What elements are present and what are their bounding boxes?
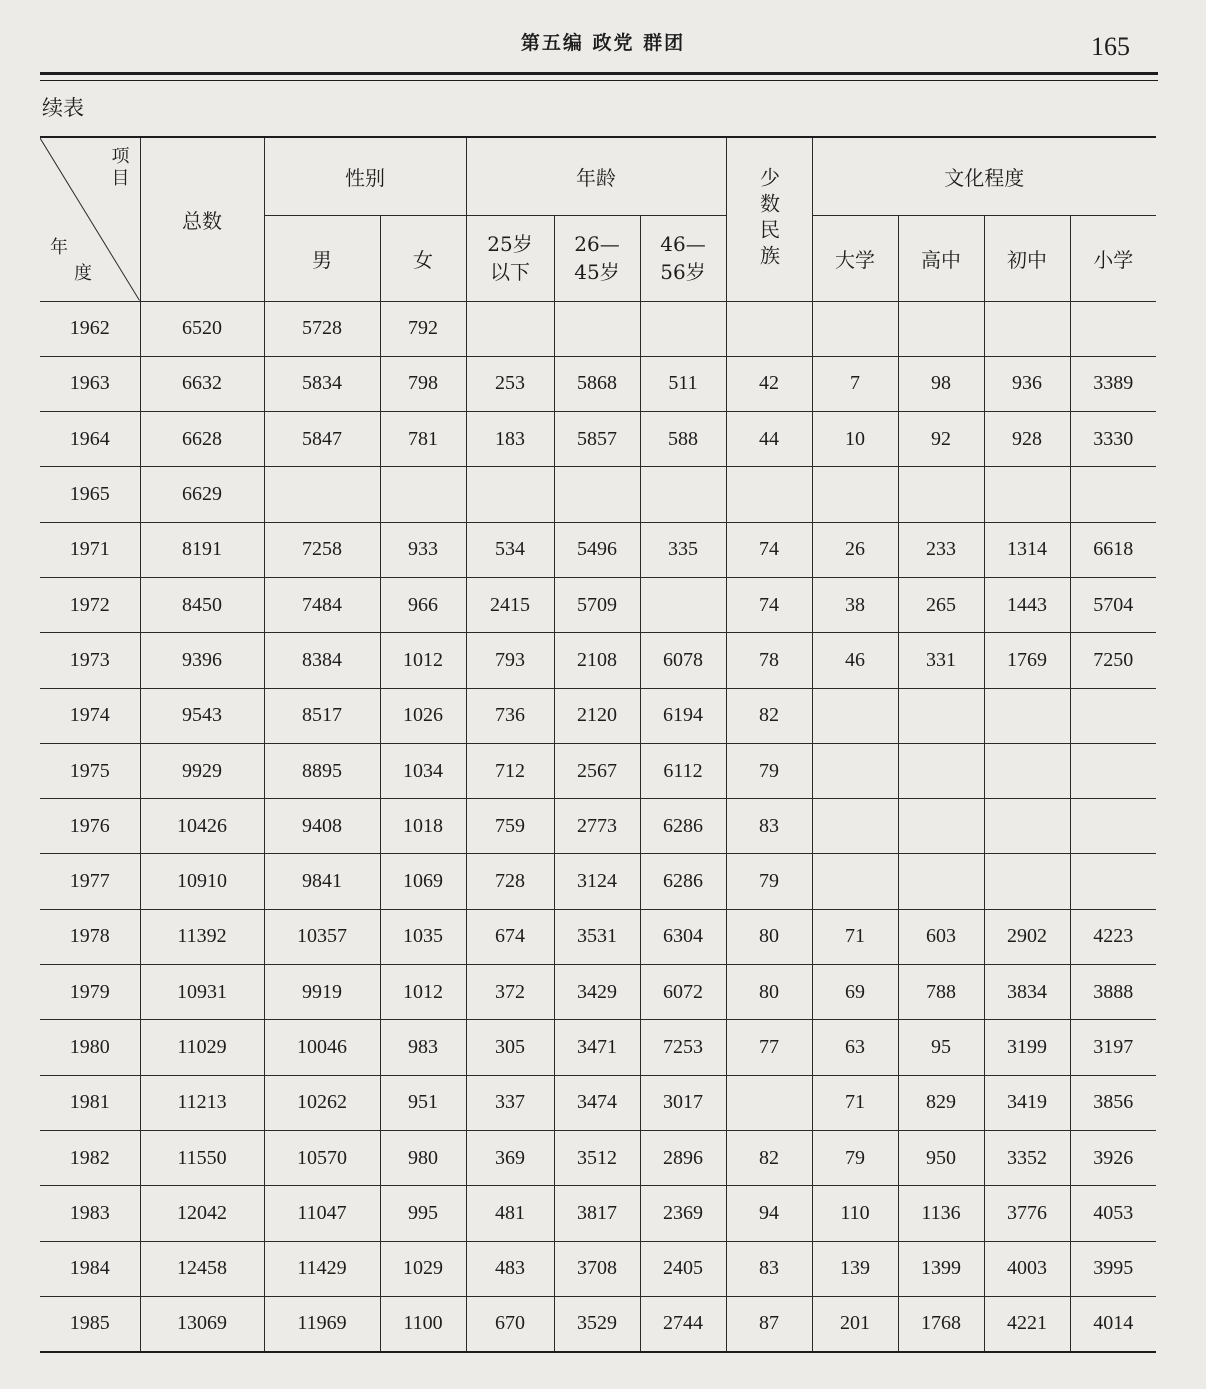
cell-middle-school: 1443	[984, 577, 1070, 632]
cell-primary-school: 4223	[1070, 909, 1156, 964]
cell-middle-school: 936	[984, 356, 1070, 411]
cell-high-school: 331	[898, 633, 984, 688]
cell-age-26-45: 3512	[554, 1130, 640, 1185]
cell-age-26-45: 5496	[554, 522, 640, 577]
cell-age-26-45: 3429	[554, 965, 640, 1020]
cell-high-school	[898, 854, 984, 909]
cell-year: 1976	[40, 799, 140, 854]
cell-age-under-25: 759	[466, 799, 554, 854]
cell-age-46-56	[640, 467, 726, 522]
cell-age-under-25: 372	[466, 965, 554, 1020]
cell-age-46-56	[640, 301, 726, 356]
cell-total: 9543	[140, 688, 264, 743]
table-row	[40, 1296, 1156, 1351]
cell-female: 781	[380, 412, 466, 467]
cell-age-46-56: 3017	[640, 1075, 726, 1130]
cell-middle-school: 1769	[984, 633, 1070, 688]
table-row	[40, 356, 1156, 411]
cell-middle-school: 3419	[984, 1075, 1070, 1130]
table-row	[40, 1186, 1156, 1241]
cell-high-school: 233	[898, 522, 984, 577]
cell-male: 11969	[264, 1296, 380, 1351]
cell-primary-school: 4014	[1070, 1296, 1156, 1351]
cell-total: 10931	[140, 965, 264, 1020]
cell-high-school: 95	[898, 1020, 984, 1075]
cell-primary-school: 7250	[1070, 633, 1156, 688]
table-row	[40, 1241, 1156, 1296]
cell-age-under-25: 2415	[466, 577, 554, 632]
cell-university: 10	[812, 412, 898, 467]
cell-year: 1980	[40, 1020, 140, 1075]
cell-female: 966	[380, 577, 466, 632]
page-number: 165	[1091, 32, 1130, 61]
table-row	[40, 467, 1156, 522]
col-age-26-45	[554, 215, 640, 301]
col-minority	[726, 137, 812, 301]
cell-primary-school: 3197	[1070, 1020, 1156, 1075]
cell-minority: 79	[726, 743, 812, 798]
cell-female: 1018	[380, 799, 466, 854]
cell-age-46-56: 335	[640, 522, 726, 577]
cell-female: 995	[380, 1186, 466, 1241]
cell-age-26-45: 3817	[554, 1186, 640, 1241]
table-row	[40, 412, 1156, 467]
cell-primary-school	[1070, 467, 1156, 522]
col-middle-school: 初中	[984, 215, 1070, 301]
cell-minority: 79	[726, 854, 812, 909]
cell-age-46-56: 6304	[640, 909, 726, 964]
cell-high-school	[898, 799, 984, 854]
cell-male: 10262	[264, 1075, 380, 1130]
header-rule-thin	[40, 80, 1158, 81]
cell-age-46-56: 2744	[640, 1296, 726, 1351]
cell-male: 9408	[264, 799, 380, 854]
cell-minority	[726, 467, 812, 522]
cell-age-46-56: 2369	[640, 1186, 726, 1241]
cell-female: 1035	[380, 909, 466, 964]
col-age-26-45-line1: 26—	[574, 232, 620, 256]
table-row	[40, 577, 1156, 632]
cell-minority: 83	[726, 1241, 812, 1296]
table-row	[40, 301, 1156, 356]
cell-year: 1963	[40, 356, 140, 411]
header-rule-thick	[40, 72, 1158, 75]
cell-female: 1012	[380, 965, 466, 1020]
col-age-26-45-line2: 45岁	[574, 260, 620, 284]
running-title: 第五编 政党 群团	[520, 32, 686, 54]
cell-primary-school: 6618	[1070, 522, 1156, 577]
cell-primary-school: 3888	[1070, 965, 1156, 1020]
col-primary-school: 小学	[1070, 215, 1156, 301]
cell-age-46-56: 6286	[640, 799, 726, 854]
cell-high-school: 98	[898, 356, 984, 411]
cell-minority: 94	[726, 1186, 812, 1241]
cell-year: 1981	[40, 1075, 140, 1130]
cell-male: 7258	[264, 522, 380, 577]
cell-high-school: 92	[898, 412, 984, 467]
year-label	[50, 235, 110, 287]
cell-high-school	[898, 688, 984, 743]
cell-year: 1973	[40, 633, 140, 688]
cell-age-under-25: 483	[466, 1241, 554, 1296]
cell-middle-school	[984, 854, 1070, 909]
table-body	[40, 301, 1156, 1352]
cell-high-school	[898, 743, 984, 798]
cell-female: 1034	[380, 743, 466, 798]
cell-university: 110	[812, 1186, 898, 1241]
cell-middle-school: 4221	[984, 1296, 1070, 1351]
cell-year: 1971	[40, 522, 140, 577]
cell-year: 1983	[40, 1186, 140, 1241]
cell-high-school: 1399	[898, 1241, 984, 1296]
cell-male: 8384	[264, 633, 380, 688]
cell-middle-school: 3834	[984, 965, 1070, 1020]
cell-university: 46	[812, 633, 898, 688]
cell-university	[812, 688, 898, 743]
table-row	[40, 688, 1156, 743]
cell-female	[380, 467, 466, 522]
cell-minority: 83	[726, 799, 812, 854]
cell-high-school: 788	[898, 965, 984, 1020]
cell-year: 1974	[40, 688, 140, 743]
cell-middle-school: 3352	[984, 1130, 1070, 1185]
cell-total: 6628	[140, 412, 264, 467]
cell-age-26-45: 2567	[554, 743, 640, 798]
cell-age-under-25: 793	[466, 633, 554, 688]
cell-age-26-45: 5709	[554, 577, 640, 632]
table-row	[40, 909, 1156, 964]
cell-male: 10046	[264, 1020, 380, 1075]
cell-age-under-25: 728	[466, 854, 554, 909]
cell-age-26-45: 3708	[554, 1241, 640, 1296]
cell-age-46-56: 6194	[640, 688, 726, 743]
continued-table-label: 续表	[42, 96, 84, 120]
cell-middle-school: 4003	[984, 1241, 1070, 1296]
cell-middle-school	[984, 467, 1070, 522]
cell-age-under-25: 670	[466, 1296, 554, 1351]
table-row	[40, 1130, 1156, 1185]
cell-total: 11550	[140, 1130, 264, 1185]
cell-year: 1979	[40, 965, 140, 1020]
cell-minority: 78	[726, 633, 812, 688]
cell-high-school: 603	[898, 909, 984, 964]
table-row	[40, 965, 1156, 1020]
cell-age-under-25	[466, 301, 554, 356]
cell-primary-school: 3926	[1070, 1130, 1156, 1185]
cell-female: 980	[380, 1130, 466, 1185]
cell-age-46-56	[640, 577, 726, 632]
statistics-table	[40, 136, 1156, 1353]
col-high-school: 高中	[898, 215, 984, 301]
cell-primary-school: 3856	[1070, 1075, 1156, 1130]
cell-middle-school: 928	[984, 412, 1070, 467]
cell-age-26-45: 3474	[554, 1075, 640, 1130]
cell-minority: 42	[726, 356, 812, 411]
cell-total: 10426	[140, 799, 264, 854]
cell-primary-school: 3389	[1070, 356, 1156, 411]
cell-university: 69	[812, 965, 898, 1020]
cell-male: 11047	[264, 1186, 380, 1241]
col-group-age: 年龄	[466, 137, 726, 215]
cell-minority: 87	[726, 1296, 812, 1351]
table-row	[40, 633, 1156, 688]
cell-male: 10357	[264, 909, 380, 964]
cell-total: 9929	[140, 743, 264, 798]
cell-female: 1100	[380, 1296, 466, 1351]
cell-year: 1985	[40, 1296, 140, 1351]
cell-age-46-56: 588	[640, 412, 726, 467]
cell-primary-school	[1070, 743, 1156, 798]
cell-male: 10570	[264, 1130, 380, 1185]
cell-age-46-56: 511	[640, 356, 726, 411]
cell-minority	[726, 301, 812, 356]
cell-female: 933	[380, 522, 466, 577]
cell-total: 10910	[140, 854, 264, 909]
col-age-46-56	[640, 215, 726, 301]
cell-age-26-45: 5868	[554, 356, 640, 411]
table-row	[40, 799, 1156, 854]
cell-total: 6629	[140, 467, 264, 522]
cell-age-46-56: 2896	[640, 1130, 726, 1185]
corner-header-cell	[40, 137, 140, 301]
cell-male	[264, 467, 380, 522]
year-label-part-2: 度	[74, 262, 92, 284]
col-age-46-56-line1: 46—	[660, 232, 706, 256]
cell-minority: 44	[726, 412, 812, 467]
cell-age-under-25: 712	[466, 743, 554, 798]
year-label-part-1: 年	[50, 236, 68, 258]
cell-year: 1975	[40, 743, 140, 798]
cell-high-school: 829	[898, 1075, 984, 1130]
cell-minority: 82	[726, 1130, 812, 1185]
cell-age-under-25: 736	[466, 688, 554, 743]
cell-university: 7	[812, 356, 898, 411]
col-male: 男	[264, 215, 380, 301]
cell-age-under-25: 253	[466, 356, 554, 411]
cell-middle-school	[984, 799, 1070, 854]
col-minority-label: 少数民族	[756, 167, 781, 272]
cell-total: 11029	[140, 1020, 264, 1075]
cell-age-26-45: 3529	[554, 1296, 640, 1351]
cell-university	[812, 854, 898, 909]
cell-age-46-56: 2405	[640, 1241, 726, 1296]
cell-male: 9919	[264, 965, 380, 1020]
cell-year: 1978	[40, 909, 140, 964]
cell-university	[812, 799, 898, 854]
cell-age-under-25: 674	[466, 909, 554, 964]
table-row	[40, 1020, 1156, 1075]
cell-year: 1972	[40, 577, 140, 632]
cell-total: 11213	[140, 1075, 264, 1130]
cell-total: 13069	[140, 1296, 264, 1351]
cell-high-school: 1768	[898, 1296, 984, 1351]
cell-university	[812, 743, 898, 798]
cell-male: 5847	[264, 412, 380, 467]
cell-high-school	[898, 467, 984, 522]
cell-university: 71	[812, 909, 898, 964]
table-row	[40, 522, 1156, 577]
cell-primary-school: 3995	[1070, 1241, 1156, 1296]
cell-age-under-25: 183	[466, 412, 554, 467]
cell-university	[812, 301, 898, 356]
table-row	[40, 1075, 1156, 1130]
cell-total: 12042	[140, 1186, 264, 1241]
col-age-under-25-line1: 25岁	[487, 232, 533, 256]
cell-university: 139	[812, 1241, 898, 1296]
cell-year: 1964	[40, 412, 140, 467]
cell-age-46-56: 6078	[640, 633, 726, 688]
cell-age-26-45: 2773	[554, 799, 640, 854]
cell-year: 1962	[40, 301, 140, 356]
col-group-gender: 性别	[264, 137, 466, 215]
cell-male: 5834	[264, 356, 380, 411]
cell-age-46-56: 6112	[640, 743, 726, 798]
cell-high-school: 950	[898, 1130, 984, 1185]
col-age-46-56-line2: 56岁	[660, 260, 706, 284]
cell-total: 8191	[140, 522, 264, 577]
cell-age-under-25	[466, 467, 554, 522]
cell-total: 9396	[140, 633, 264, 688]
cell-female: 798	[380, 356, 466, 411]
table-row	[40, 743, 1156, 798]
cell-total: 6520	[140, 301, 264, 356]
cell-year: 1965	[40, 467, 140, 522]
cell-middle-school: 3199	[984, 1020, 1070, 1075]
cell-middle-school	[984, 301, 1070, 356]
col-female: 女	[380, 215, 466, 301]
cell-university: 63	[812, 1020, 898, 1075]
cell-age-26-45: 3531	[554, 909, 640, 964]
cell-primary-school: 4053	[1070, 1186, 1156, 1241]
cell-high-school: 1136	[898, 1186, 984, 1241]
cell-male: 11429	[264, 1241, 380, 1296]
cell-year: 1984	[40, 1241, 140, 1296]
cell-age-under-25: 305	[466, 1020, 554, 1075]
cell-total: 11392	[140, 909, 264, 964]
cell-age-46-56: 7253	[640, 1020, 726, 1075]
cell-minority	[726, 1075, 812, 1130]
cell-age-26-45: 2120	[554, 688, 640, 743]
cell-total: 12458	[140, 1241, 264, 1296]
cell-university	[812, 467, 898, 522]
col-group-education: 文化程度	[812, 137, 1156, 215]
cell-age-under-25: 481	[466, 1186, 554, 1241]
cell-female: 1026	[380, 688, 466, 743]
cell-male: 8895	[264, 743, 380, 798]
cell-female: 1029	[380, 1241, 466, 1296]
cell-primary-school	[1070, 301, 1156, 356]
cell-age-26-45: 5857	[554, 412, 640, 467]
cell-female: 792	[380, 301, 466, 356]
cell-female: 1012	[380, 633, 466, 688]
cell-middle-school: 1314	[984, 522, 1070, 577]
cell-primary-school	[1070, 799, 1156, 854]
cell-age-26-45: 2108	[554, 633, 640, 688]
item-label: 项目	[108, 146, 130, 190]
cell-age-46-56: 6286	[640, 854, 726, 909]
cell-female: 1069	[380, 854, 466, 909]
cell-middle-school: 3776	[984, 1186, 1070, 1241]
col-age-under-25-line2: 以下	[490, 260, 530, 284]
cell-university: 26	[812, 522, 898, 577]
cell-minority: 80	[726, 965, 812, 1020]
cell-minority: 74	[726, 577, 812, 632]
cell-male: 9841	[264, 854, 380, 909]
cell-university: 201	[812, 1296, 898, 1351]
col-total: 总数	[140, 137, 264, 301]
cell-year: 1977	[40, 854, 140, 909]
cell-age-26-45	[554, 467, 640, 522]
cell-university: 38	[812, 577, 898, 632]
cell-university: 79	[812, 1130, 898, 1185]
cell-minority: 74	[726, 522, 812, 577]
cell-middle-school: 2902	[984, 909, 1070, 964]
cell-middle-school	[984, 688, 1070, 743]
col-age-under-25	[466, 215, 554, 301]
cell-age-26-45: 3124	[554, 854, 640, 909]
table-row	[40, 854, 1156, 909]
cell-minority: 77	[726, 1020, 812, 1075]
cell-primary-school: 3330	[1070, 412, 1156, 467]
cell-university: 71	[812, 1075, 898, 1130]
cell-high-school: 265	[898, 577, 984, 632]
cell-total: 6632	[140, 356, 264, 411]
col-university: 大学	[812, 215, 898, 301]
cell-age-under-25: 369	[466, 1130, 554, 1185]
cell-age-26-45	[554, 301, 640, 356]
cell-minority: 82	[726, 688, 812, 743]
cell-age-26-45: 3471	[554, 1020, 640, 1075]
cell-high-school	[898, 301, 984, 356]
cell-female: 983	[380, 1020, 466, 1075]
cell-male: 7484	[264, 577, 380, 632]
cell-age-under-25: 337	[466, 1075, 554, 1130]
cell-female: 951	[380, 1075, 466, 1130]
cell-age-46-56: 6072	[640, 965, 726, 1020]
cell-primary-school: 5704	[1070, 577, 1156, 632]
cell-minority: 80	[726, 909, 812, 964]
cell-primary-school	[1070, 688, 1156, 743]
cell-male: 5728	[264, 301, 380, 356]
cell-male: 8517	[264, 688, 380, 743]
cell-middle-school	[984, 743, 1070, 798]
cell-primary-school	[1070, 854, 1156, 909]
cell-age-under-25: 534	[466, 522, 554, 577]
cell-total: 8450	[140, 577, 264, 632]
cell-year: 1982	[40, 1130, 140, 1185]
